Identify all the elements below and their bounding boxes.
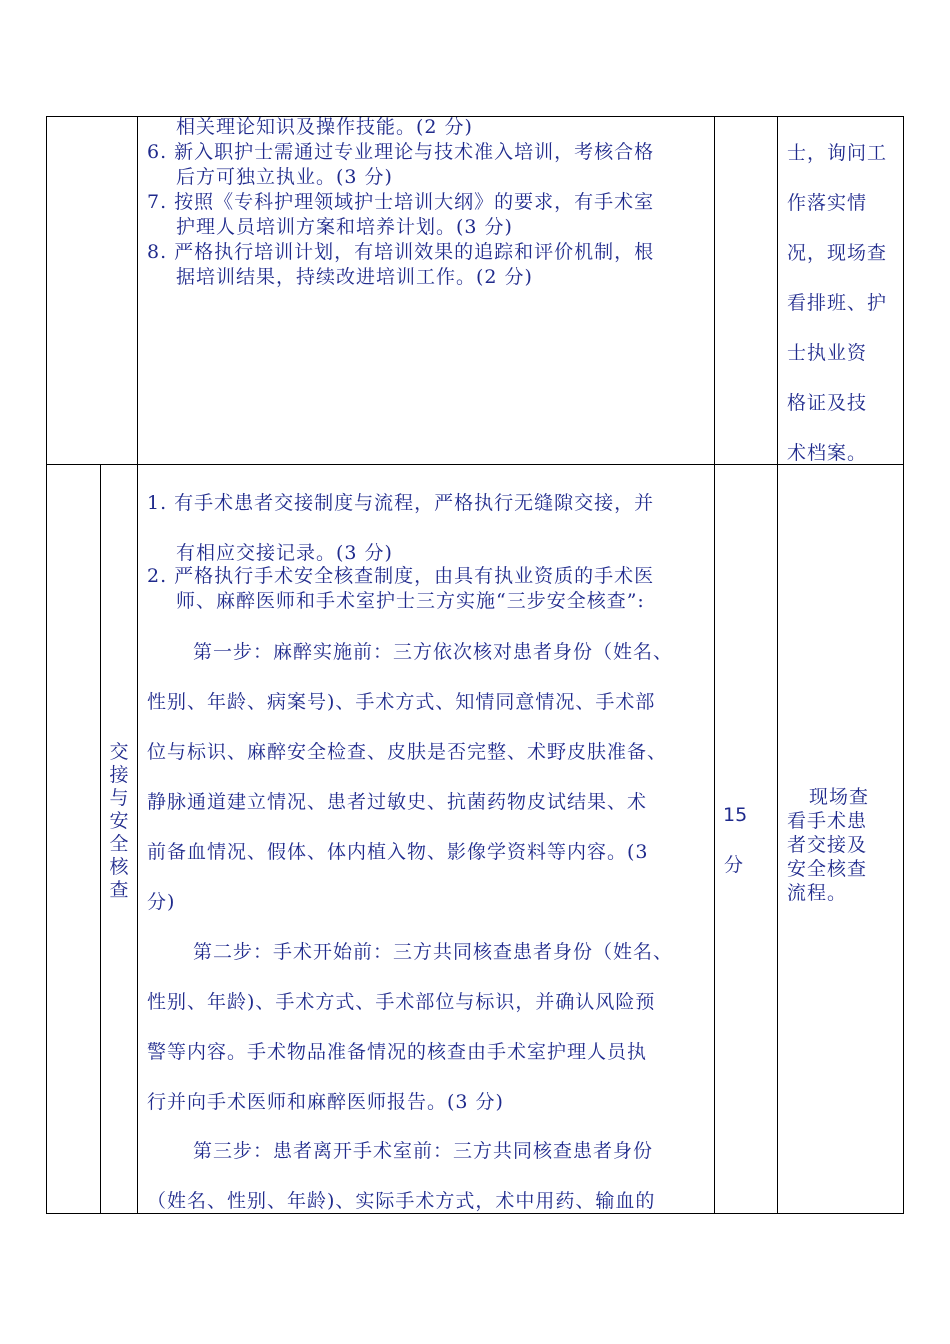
row1-content [147, 115, 712, 290]
method-line: 作落实情 [787, 192, 868, 214]
step1-line: 分) [147, 891, 176, 913]
col-line-5 [777, 116, 778, 1214]
score-unit: 分 [724, 854, 744, 876]
step1-line: 前备血情况、假体、体内植入物、影像学资料等内容。(3 [147, 841, 649, 863]
content-line: 护理人员培训方案和培养计划。(3 分) [176, 216, 513, 238]
item2-line: 师、麻醉医师和手术室护士三方实施“三步安全核查”: [176, 590, 645, 612]
col-line-4 [714, 116, 715, 1214]
step1-line: 位与标识、麻醉安全检查、皮肤是否完整、术野皮肤准备、 [147, 741, 668, 763]
method-line: 士，询问工 [787, 142, 888, 164]
method-line: 安全核查 [787, 858, 868, 880]
row1-method [787, 128, 899, 478]
item1-line: 有相应交接记录。(3 分) [176, 542, 393, 564]
method-line: 者交接及 [787, 834, 868, 856]
row-divider [46, 464, 904, 465]
content-line: 6. 新入职护士需通过专业理论与技术准入培训，考核合格 [147, 141, 655, 163]
content-line: 8. 严格执行培训计划，有培训效果的追踪和评价机制，根 [147, 241, 655, 263]
step3-line: 第三步：患者离开手术室前：三方共同核查患者身份 [193, 1140, 654, 1162]
method-line: 术档案。 [787, 442, 868, 464]
table-right-border [903, 116, 904, 1214]
step1-line: 第一步：麻醉实施前：三方依次核对患者身份（姓名、 [193, 641, 674, 663]
content-line: 后方可独立执业。(3 分) [176, 166, 393, 188]
category-label: 交接与安全核查 [109, 741, 129, 901]
row2-step2 [147, 927, 712, 1127]
step3-line: （姓名、性别、年龄)、实际手术方式，术中用药、输血的 [147, 1190, 656, 1212]
step2-line: 警等内容。手术物品准备情况的核查由手术室护理人员执 [147, 1041, 648, 1063]
content-line: 据培训结果，持续改进培训工作。(2 分) [176, 266, 533, 288]
row2-item1 [147, 478, 712, 578]
step2-line: 性别、年龄)、手术方式、手术部位与标识，并确认风险预 [147, 991, 656, 1013]
step1-line: 性别、年龄、病案号)、手术方式、知情同意情况、手术部 [147, 691, 656, 713]
row2-step1 [147, 627, 712, 927]
method-line: 看手术患 [787, 810, 868, 832]
method-line: 看排班、护 [787, 292, 888, 314]
method-line: 况，现场查 [787, 242, 888, 264]
row2-item2 [147, 564, 712, 614]
step2-line: 行并向手术医师和麻醉医师报告。(3 分) [147, 1091, 504, 1113]
item1-line: 1. 有手术患者交接制度与流程，严格执行无缝隙交接，并 [147, 492, 655, 514]
row2-step3 [147, 1126, 712, 1226]
col-line-3 [137, 116, 138, 1214]
col-line-2 [100, 464, 101, 1214]
content-line: 相关理论知识及操作技能。(2 分) [176, 116, 473, 138]
item2-line: 2. 严格执行手术安全核查制度，由具有执业资质的手术医 [147, 565, 655, 587]
step2-line: 第二步：手术开始前：三方共同核查患者身份（姓名、 [193, 941, 674, 963]
method-line: 格证及技 [787, 392, 868, 414]
score-number: 15 [723, 804, 748, 826]
step1-line: 静脉通道建立情况、患者过敏史、抗菌药物皮试结果、术 [147, 791, 648, 813]
content-line: 7. 按照《专科护理领域护士培训大纲》的要求，有手术室 [147, 191, 655, 213]
method-line: 流程。 [787, 882, 848, 904]
method-line: 士执业资 [787, 342, 868, 364]
row2-method [787, 785, 899, 905]
col-line-1 [46, 116, 47, 1214]
method-line: 现场查 [809, 786, 870, 808]
